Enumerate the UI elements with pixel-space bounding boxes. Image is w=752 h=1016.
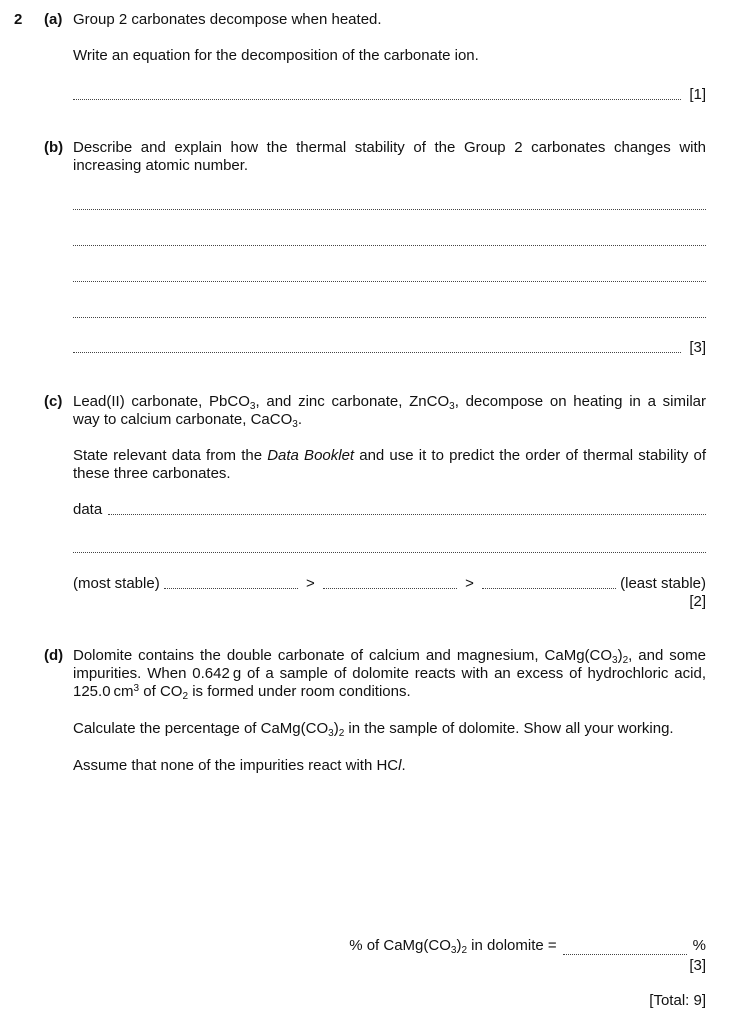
middle-blank[interactable]	[323, 588, 457, 589]
text-segment: , decompose on heating in a similar way to calcium carbonate, CaCO	[73, 393, 707, 428]
part-b-label: (b)	[44, 139, 64, 156]
part-c-mark: [2]	[689, 593, 706, 610]
part-a-stem	[73, 11, 706, 29]
data-label: data	[73, 501, 103, 518]
text-segment: Write an equation for the decomposition of the carbonate ion.	[73, 47, 479, 64]
answer-line-b3[interactable]	[73, 268, 706, 286]
italic-text: l	[398, 757, 402, 774]
text-segment: Dolomite contains the double carbonate of calcium and magnesium, CaMg(CO	[73, 647, 613, 664]
text-segment: Describe and explain how the thermal stability of the Group 2 carbonates changes with increasing atomic number.	[73, 139, 706, 174]
text-segment: .	[401, 757, 406, 774]
text-segment: , and zinc carbonate, ZnCO	[255, 393, 450, 410]
text-segment: is formed under room conditions.	[188, 683, 411, 700]
least-stable-blank[interactable]	[482, 588, 616, 589]
text-segment: )	[333, 720, 339, 737]
answer-line-b5[interactable]	[73, 339, 706, 357]
italic-text: Data Booklet	[267, 447, 355, 464]
subscript: 2	[461, 945, 468, 956]
subscript: 3	[450, 945, 457, 956]
answer-line-a[interactable]	[73, 86, 706, 104]
greater-than-2: >	[465, 575, 474, 592]
subscript: 2	[182, 691, 189, 702]
greater-than-1: >	[306, 575, 315, 592]
part-c-label: (c)	[44, 393, 63, 410]
text-segment: in dolomite =	[467, 937, 557, 954]
answer-line-b2[interactable]	[73, 232, 706, 250]
text-segment: Group 2 carbonates decompose when heated.	[73, 11, 382, 28]
text-segment: and use it to predict the order of thermal stability of these three carbonates.	[73, 447, 706, 482]
text-segment: Assume that none of the impurities react with HC	[73, 757, 399, 774]
subscript: 2	[622, 655, 629, 666]
part-c-stem	[73, 393, 706, 429]
text-segment: Lead(II) carbonate, PbCO	[73, 393, 250, 410]
percent-unit: %	[692, 937, 706, 954]
data-answer-line[interactable]	[73, 501, 706, 519]
text-segment: )	[456, 937, 462, 954]
part-a-instruction	[73, 47, 706, 65]
part-a-label: (a)	[44, 11, 63, 28]
part-b-stem	[73, 139, 706, 175]
stability-order-line	[73, 575, 706, 593]
superscript: 3	[133, 683, 140, 694]
answer-line-b1[interactable]	[73, 196, 706, 214]
answer-label	[349, 937, 556, 955]
text-segment: .	[297, 411, 302, 428]
text-segment: , and some impurities. When 0.642 g of a sample of dolomite reacts with an excess of hydrochloric acid, 125.0 cm	[73, 647, 706, 700]
total-marks: [Total: 9]	[649, 992, 706, 1009]
text-segment: Calculate the percentage of CaMg(CO	[73, 720, 329, 737]
part-d-instruction	[73, 720, 706, 738]
subscript: 3	[449, 401, 455, 412]
subscript: 3	[249, 401, 256, 412]
part-a-mark: [1]	[689, 86, 706, 103]
part-b-mark: [3]	[689, 339, 706, 356]
text-segment: )	[617, 647, 623, 664]
text-segment: % of CaMg(CO	[349, 937, 451, 954]
answer-line-b4[interactable]	[73, 304, 706, 322]
answer-line-c2[interactable]	[73, 539, 706, 557]
part-d-stem	[73, 647, 706, 701]
subscript: 3	[612, 655, 618, 666]
least-stable-label: (least stable)	[620, 575, 706, 592]
percentage-blank[interactable]	[563, 954, 687, 955]
part-d-label: (d)	[44, 647, 64, 664]
answer-line-d	[349, 937, 706, 955]
text-segment: in the sample of dolomite. Show all your working.	[344, 720, 674, 737]
question-number: 2	[14, 11, 23, 28]
text-segment: of CO	[139, 683, 183, 700]
subscript: 3	[292, 419, 298, 430]
part-d-assumption	[73, 757, 706, 775]
part-c-instruction	[73, 447, 706, 483]
text-segment: State relevant data from the	[73, 447, 268, 464]
part-d-mark: [3]	[689, 957, 706, 974]
most-stable-label: (most stable)	[73, 575, 160, 592]
most-stable-blank[interactable]	[164, 588, 298, 589]
subscript: 3	[328, 728, 334, 739]
subscript: 2	[338, 728, 345, 739]
